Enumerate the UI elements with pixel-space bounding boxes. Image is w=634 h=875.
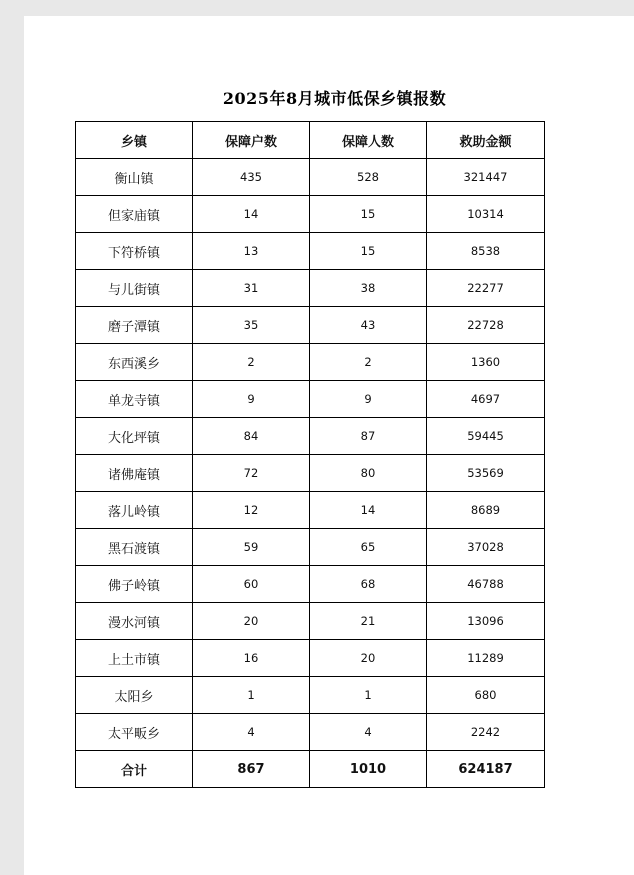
amount-cell: 13096 bbox=[427, 603, 545, 640]
people-cell: 528 bbox=[310, 159, 427, 196]
people-cell: 21 bbox=[310, 603, 427, 640]
households-cell: 1 bbox=[193, 677, 310, 714]
amount-cell: 1360 bbox=[427, 344, 545, 381]
households-cell: 16 bbox=[193, 640, 310, 677]
table-row bbox=[76, 603, 545, 640]
households-cell: 31 bbox=[193, 270, 310, 307]
header-amount: 救助金额 bbox=[427, 122, 545, 159]
town-cell: 佛子岭镇 bbox=[76, 566, 193, 603]
households-cell: 13 bbox=[193, 233, 310, 270]
households-cell: 4 bbox=[193, 714, 310, 751]
amount-cell: 8538 bbox=[427, 233, 545, 270]
town-cell: 下符桥镇 bbox=[76, 233, 193, 270]
table-row bbox=[76, 714, 545, 751]
households-cell: 435 bbox=[193, 159, 310, 196]
amount-cell: 53569 bbox=[427, 455, 545, 492]
total-amount: 624187 bbox=[427, 751, 545, 788]
town-cell: 单龙寺镇 bbox=[76, 381, 193, 418]
households-cell: 9 bbox=[193, 381, 310, 418]
table-row bbox=[76, 381, 545, 418]
households-cell: 84 bbox=[193, 418, 310, 455]
table-row bbox=[76, 677, 545, 714]
town-cell: 黑石渡镇 bbox=[76, 529, 193, 566]
town-cell: 太阳乡 bbox=[76, 677, 193, 714]
people-cell: 15 bbox=[310, 196, 427, 233]
households-cell: 12 bbox=[193, 492, 310, 529]
households-cell: 59 bbox=[193, 529, 310, 566]
table-row bbox=[76, 418, 545, 455]
document-title: 2025年8月城市低保乡镇报数 bbox=[222, 89, 447, 108]
town-cell: 但家庙镇 bbox=[76, 196, 193, 233]
amount-cell: 37028 bbox=[427, 529, 545, 566]
people-cell: 9 bbox=[310, 381, 427, 418]
header-row bbox=[76, 122, 545, 159]
town-cell: 衡山镇 bbox=[76, 159, 193, 196]
people-cell: 43 bbox=[310, 307, 427, 344]
table-row bbox=[76, 640, 545, 677]
total-row bbox=[76, 751, 545, 788]
amount-cell: 680 bbox=[427, 677, 545, 714]
amount-cell: 10314 bbox=[427, 196, 545, 233]
town-cell: 东西溪乡 bbox=[76, 344, 193, 381]
people-cell: 15 bbox=[310, 233, 427, 270]
town-cell: 漫水河镇 bbox=[76, 603, 193, 640]
amount-cell: 22728 bbox=[427, 307, 545, 344]
people-cell: 38 bbox=[310, 270, 427, 307]
total-households: 867 bbox=[193, 751, 310, 788]
town-cell: 上土市镇 bbox=[76, 640, 193, 677]
total-label: 合计 bbox=[76, 751, 193, 788]
table-row bbox=[76, 566, 545, 603]
town-cell: 太平畈乡 bbox=[76, 714, 193, 751]
table-row bbox=[76, 159, 545, 196]
amount-cell: 8689 bbox=[427, 492, 545, 529]
amount-cell: 321447 bbox=[427, 159, 545, 196]
header-households: 保障户数 bbox=[193, 122, 310, 159]
header-town: 乡镇 bbox=[76, 122, 193, 159]
amount-cell: 11289 bbox=[427, 640, 545, 677]
document-page bbox=[24, 16, 634, 875]
households-cell: 60 bbox=[193, 566, 310, 603]
people-cell: 14 bbox=[310, 492, 427, 529]
people-cell: 4 bbox=[310, 714, 427, 751]
table-row bbox=[76, 307, 545, 344]
people-cell: 68 bbox=[310, 566, 427, 603]
people-cell: 80 bbox=[310, 455, 427, 492]
total-people: 1010 bbox=[310, 751, 427, 788]
table-row bbox=[76, 270, 545, 307]
table-row bbox=[76, 492, 545, 529]
town-cell: 落儿岭镇 bbox=[76, 492, 193, 529]
households-cell: 20 bbox=[193, 603, 310, 640]
amount-cell: 2242 bbox=[427, 714, 545, 751]
town-cell: 与儿街镇 bbox=[76, 270, 193, 307]
households-cell: 72 bbox=[193, 455, 310, 492]
table-row bbox=[76, 344, 545, 381]
people-cell: 87 bbox=[310, 418, 427, 455]
table-row bbox=[76, 233, 545, 270]
town-cell: 大化坪镇 bbox=[76, 418, 193, 455]
households-cell: 2 bbox=[193, 344, 310, 381]
amount-cell: 46788 bbox=[427, 566, 545, 603]
amount-cell: 4697 bbox=[427, 381, 545, 418]
households-cell: 14 bbox=[193, 196, 310, 233]
people-cell: 2 bbox=[310, 344, 427, 381]
people-cell: 65 bbox=[310, 529, 427, 566]
amount-cell: 59445 bbox=[427, 418, 545, 455]
table-row bbox=[76, 455, 545, 492]
people-cell: 1 bbox=[310, 677, 427, 714]
households-cell: 35 bbox=[193, 307, 310, 344]
report-table bbox=[75, 121, 545, 788]
town-cell: 诸佛庵镇 bbox=[76, 455, 193, 492]
table-row bbox=[76, 196, 545, 233]
amount-cell: 22277 bbox=[427, 270, 545, 307]
table-row bbox=[76, 529, 545, 566]
town-cell: 磨子潭镇 bbox=[76, 307, 193, 344]
people-cell: 20 bbox=[310, 640, 427, 677]
header-people: 保障人数 bbox=[310, 122, 427, 159]
